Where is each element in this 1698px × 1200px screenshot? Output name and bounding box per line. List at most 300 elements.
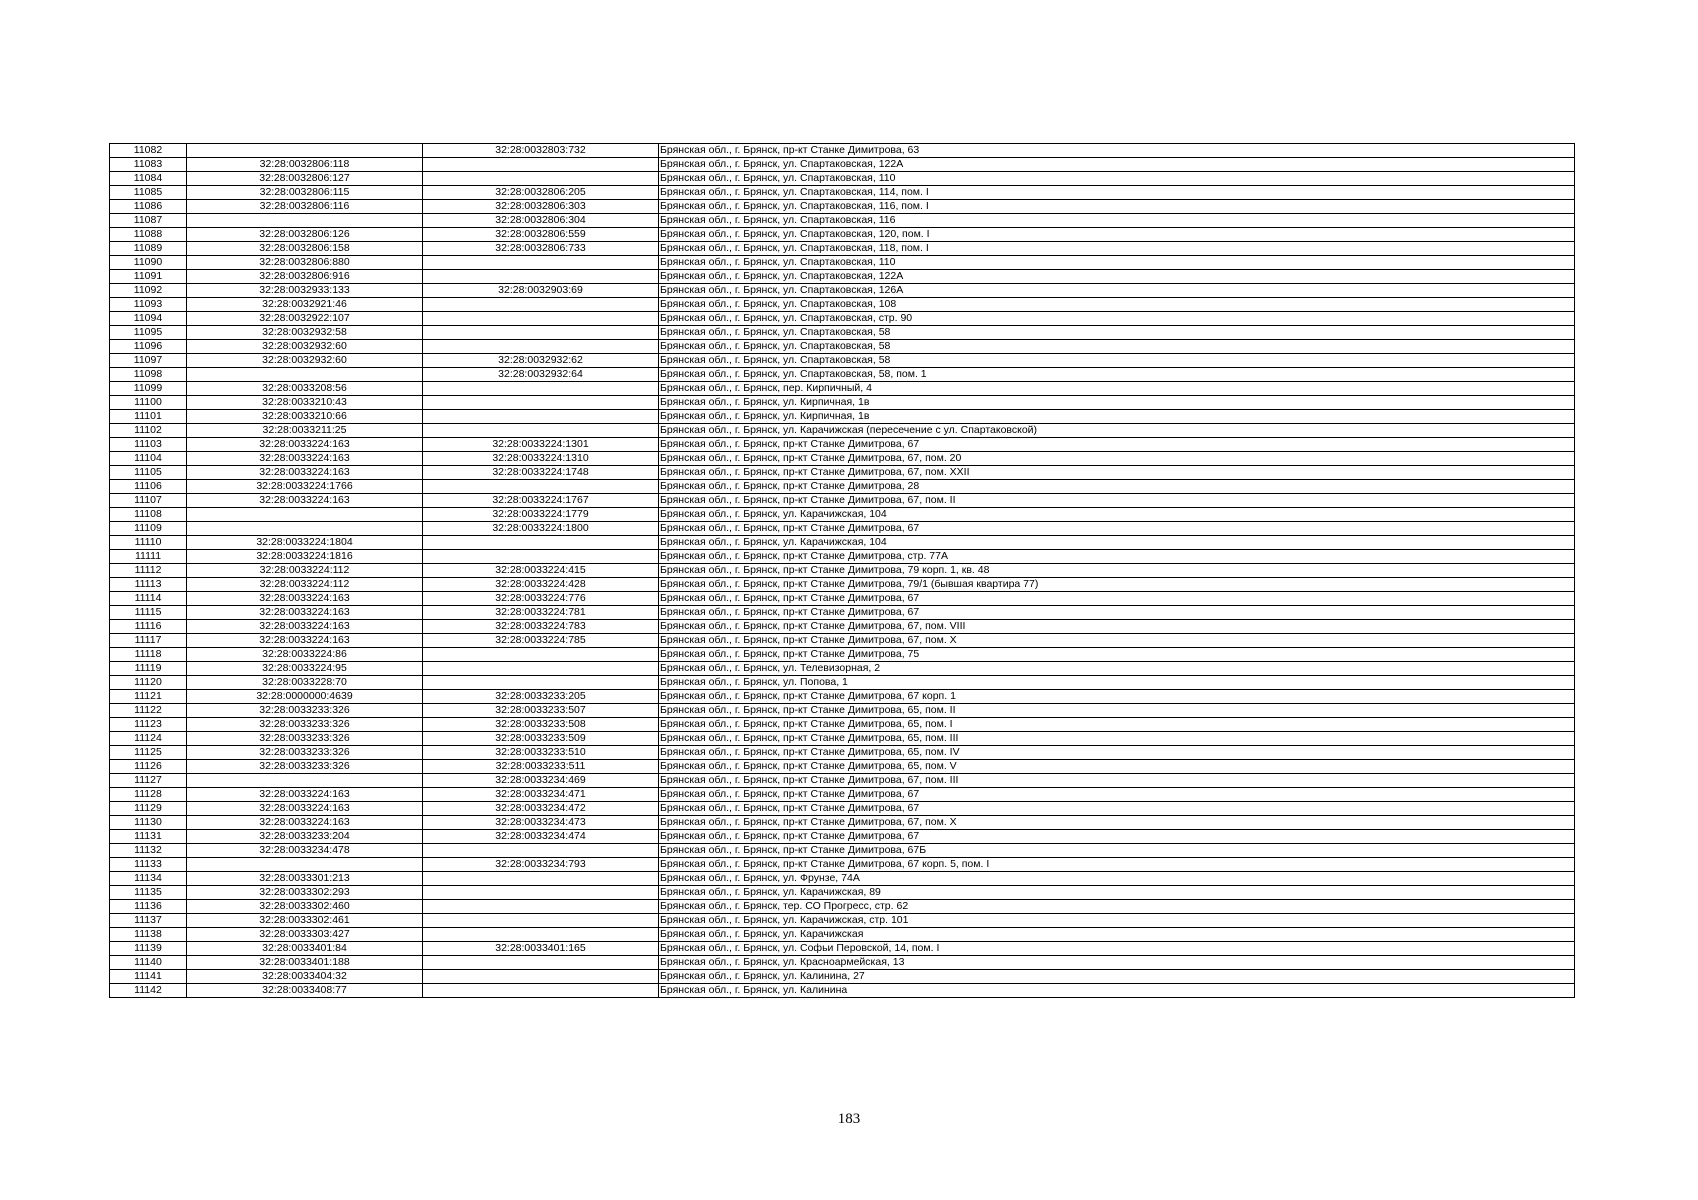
- address-cell: Брянская обл., г. Брянск, пр-кт Станке Димитрова, 63: [659, 144, 1575, 158]
- land-cadastral-cell: 32:28:0033224:163: [187, 452, 423, 466]
- object-cadastral-cell: [423, 382, 659, 396]
- object-cadastral-cell: [423, 410, 659, 424]
- object-cadastral-cell: [423, 326, 659, 340]
- object-cadastral-cell: [423, 256, 659, 270]
- row-number-cell: 11119: [110, 662, 187, 676]
- address-cell: Брянская обл., г. Брянск, ул. Спартаковская, 120, пом. I: [659, 228, 1575, 242]
- table-row: [110, 942, 1575, 956]
- table-row: [110, 592, 1575, 606]
- land-cadastral-cell: 32:28:0033224:112: [187, 578, 423, 592]
- land-cadastral-cell: 32:28:0033301:213: [187, 872, 423, 886]
- object-cadastral-cell: [423, 340, 659, 354]
- row-number-cell: 11094: [110, 312, 187, 326]
- land-cadastral-cell: 32:28:0033224:163: [187, 592, 423, 606]
- object-cadastral-cell: [423, 984, 659, 998]
- table-row: [110, 732, 1575, 746]
- object-cadastral-cell: 32:28:0033224:1800: [423, 522, 659, 536]
- row-number-cell: 11111: [110, 550, 187, 564]
- table-row: [110, 564, 1575, 578]
- address-cell: Брянская обл., г. Брянск, пр-кт Станке Димитрова, 79/1 (бывшая квартира 77): [659, 578, 1575, 592]
- object-cadastral-cell: [423, 844, 659, 858]
- object-cadastral-cell: 32:28:0032932:64: [423, 368, 659, 382]
- row-number-cell: 11132: [110, 844, 187, 858]
- row-number-cell: 11138: [110, 928, 187, 942]
- address-cell: Брянская обл., г. Брянск, ул. Спартаковская, 58: [659, 340, 1575, 354]
- table-row: [110, 900, 1575, 914]
- table-row: [110, 144, 1575, 158]
- address-cell: Брянская обл., г. Брянск, ул. Калинина: [659, 984, 1575, 998]
- table-row: [110, 578, 1575, 592]
- object-cadastral-cell: 32:28:0033224:781: [423, 606, 659, 620]
- object-cadastral-cell: 32:28:0033224:415: [423, 564, 659, 578]
- table-row: [110, 186, 1575, 200]
- row-number-cell: 11098: [110, 368, 187, 382]
- row-number-cell: 11116: [110, 620, 187, 634]
- row-number-cell: 11091: [110, 270, 187, 284]
- land-cadastral-cell: [187, 214, 423, 228]
- table-row: [110, 508, 1575, 522]
- table-row: [110, 396, 1575, 410]
- row-number-cell: 11114: [110, 592, 187, 606]
- table-row: [110, 970, 1575, 984]
- land-cadastral-cell: [187, 508, 423, 522]
- land-cadastral-cell: 32:28:0000000:4639: [187, 690, 423, 704]
- land-cadastral-cell: 32:28:0032806:116: [187, 200, 423, 214]
- land-cadastral-cell: 32:28:0033224:163: [187, 788, 423, 802]
- row-number-cell: 11092: [110, 284, 187, 298]
- address-cell: Брянская обл., г. Брянск, пр-кт Станке Димитрова, 65, пом. I: [659, 718, 1575, 732]
- address-cell: Брянская обл., г. Брянск, ул. Спартаковская, 58, пом. 1: [659, 368, 1575, 382]
- object-cadastral-cell: 32:28:0033233:507: [423, 704, 659, 718]
- row-number-cell: 11137: [110, 914, 187, 928]
- land-cadastral-cell: 32:28:0033210:66: [187, 410, 423, 424]
- object-cadastral-cell: [423, 872, 659, 886]
- object-cadastral-cell: 32:28:0032806:303: [423, 200, 659, 214]
- address-cell: Брянская обл., г. Брянск, ул. Спартаковская, 114, пом. I: [659, 186, 1575, 200]
- land-cadastral-cell: 32:28:0032806:916: [187, 270, 423, 284]
- row-number-cell: 11134: [110, 872, 187, 886]
- row-number-cell: 11124: [110, 732, 187, 746]
- address-cell: Брянская обл., г. Брянск, ул. Спартаковская, 58: [659, 354, 1575, 368]
- land-cadastral-cell: [187, 144, 423, 158]
- land-cadastral-cell: 32:28:0033224:1804: [187, 536, 423, 550]
- address-cell: Брянская обл., г. Брянск, пр-кт Станке Димитрова, 75: [659, 648, 1575, 662]
- table-row: [110, 158, 1575, 172]
- land-cadastral-cell: 32:28:0033224:163: [187, 438, 423, 452]
- row-number-cell: 11113: [110, 578, 187, 592]
- object-cadastral-cell: [423, 298, 659, 312]
- row-number-cell: 11123: [110, 718, 187, 732]
- land-cadastral-cell: 32:28:0032806:115: [187, 186, 423, 200]
- address-cell: Брянская обл., г. Брянск, пр-кт Станке Димитрова, 67: [659, 592, 1575, 606]
- table-row: [110, 746, 1575, 760]
- address-cell: Брянская обл., г. Брянск, ул. Спартаковская, стр. 90: [659, 312, 1575, 326]
- address-cell: Брянская обл., г. Брянск, пр-кт Станке Димитрова, 65, пом. IV: [659, 746, 1575, 760]
- object-cadastral-cell: 32:28:0033234:474: [423, 830, 659, 844]
- object-cadastral-cell: 32:28:0033224:785: [423, 634, 659, 648]
- object-cadastral-cell: 32:28:0032806:205: [423, 186, 659, 200]
- row-number-cell: 11087: [110, 214, 187, 228]
- table-row: [110, 620, 1575, 634]
- row-number-cell: 11127: [110, 774, 187, 788]
- row-number-cell: 11099: [110, 382, 187, 396]
- table-row: [110, 200, 1575, 214]
- table-row: [110, 326, 1575, 340]
- table-row: [110, 410, 1575, 424]
- address-cell: Брянская обл., г. Брянск, ул. Спартаковская, 116, пом. I: [659, 200, 1575, 214]
- row-number-cell: 11105: [110, 466, 187, 480]
- land-cadastral-cell: [187, 368, 423, 382]
- object-cadastral-cell: [423, 900, 659, 914]
- land-cadastral-cell: 32:28:0033401:188: [187, 956, 423, 970]
- address-cell: Брянская обл., г. Брянск, ул. Калинина, 27: [659, 970, 1575, 984]
- registry-table-body: [110, 144, 1575, 998]
- address-cell: Брянская обл., г. Брянск, ул. Карачижская, 104: [659, 508, 1575, 522]
- table-row: [110, 704, 1575, 718]
- row-number-cell: 11084: [110, 172, 187, 186]
- table-row: [110, 382, 1575, 396]
- object-cadastral-cell: 32:28:0033224:776: [423, 592, 659, 606]
- land-cadastral-cell: [187, 858, 423, 872]
- address-cell: Брянская обл., г. Брянск, пр-кт Станке Димитрова, 67Б: [659, 844, 1575, 858]
- land-cadastral-cell: 32:28:0033302:293: [187, 886, 423, 900]
- row-number-cell: 11083: [110, 158, 187, 172]
- address-cell: Брянская обл., г. Брянск, пр-кт Станке Димитрова, 67, пом. III: [659, 774, 1575, 788]
- row-number-cell: 11130: [110, 816, 187, 830]
- object-cadastral-cell: 32:28:0032806:559: [423, 228, 659, 242]
- land-cadastral-cell: [187, 522, 423, 536]
- address-cell: Брянская обл., г. Брянск, пр-кт Станке Димитрова, 67: [659, 830, 1575, 844]
- registry-table: [109, 143, 1575, 998]
- row-number-cell: 11093: [110, 298, 187, 312]
- address-cell: Брянская обл., г. Брянск, тер. СО Прогресс, стр. 62: [659, 900, 1575, 914]
- table-row: [110, 928, 1575, 942]
- object-cadastral-cell: 32:28:0033233:511: [423, 760, 659, 774]
- row-number-cell: 11118: [110, 648, 187, 662]
- object-cadastral-cell: [423, 970, 659, 984]
- object-cadastral-cell: [423, 928, 659, 942]
- table-row: [110, 256, 1575, 270]
- row-number-cell: 11141: [110, 970, 187, 984]
- table-row: [110, 298, 1575, 312]
- table-row: [110, 844, 1575, 858]
- table-row: [110, 802, 1575, 816]
- row-number-cell: 11109: [110, 522, 187, 536]
- land-cadastral-cell: 32:28:0032921:46: [187, 298, 423, 312]
- object-cadastral-cell: [423, 550, 659, 564]
- address-cell: Брянская обл., г. Брянск, ул. Кирпичная, 1в: [659, 410, 1575, 424]
- object-cadastral-cell: 32:28:0033233:509: [423, 732, 659, 746]
- address-cell: Брянская обл., г. Брянск, ул. Карачижская (пересечение с ул. Спартаковской): [659, 424, 1575, 438]
- object-cadastral-cell: 32:28:0033224:1779: [423, 508, 659, 522]
- object-cadastral-cell: [423, 648, 659, 662]
- land-cadastral-cell: 32:28:0032933:133: [187, 284, 423, 298]
- object-cadastral-cell: 32:28:0033224:428: [423, 578, 659, 592]
- object-cadastral-cell: 32:28:0032932:62: [423, 354, 659, 368]
- row-number-cell: 11117: [110, 634, 187, 648]
- row-number-cell: 11121: [110, 690, 187, 704]
- object-cadastral-cell: 32:28:0033234:793: [423, 858, 659, 872]
- table-row: [110, 816, 1575, 830]
- row-number-cell: 11089: [110, 242, 187, 256]
- land-cadastral-cell: 32:28:0033234:478: [187, 844, 423, 858]
- row-number-cell: 11110: [110, 536, 187, 550]
- row-number-cell: 11115: [110, 606, 187, 620]
- land-cadastral-cell: 32:28:0033233:326: [187, 704, 423, 718]
- object-cadastral-cell: 32:28:0033224:1301: [423, 438, 659, 452]
- address-cell: Брянская обл., г. Брянск, ул. Телевизорная, 2: [659, 662, 1575, 676]
- land-cadastral-cell: 32:28:0033404:32: [187, 970, 423, 984]
- address-cell: Брянская обл., г. Брянск, пр-кт Станке Димитрова, 67: [659, 606, 1575, 620]
- address-cell: Брянская обл., г. Брянск, ул. Спартаковская, 116: [659, 214, 1575, 228]
- table-row: [110, 536, 1575, 550]
- address-cell: Брянская обл., г. Брянск, пер. Кирпичный, 4: [659, 382, 1575, 396]
- table-row: [110, 452, 1575, 466]
- row-number-cell: 11120: [110, 676, 187, 690]
- table-row: [110, 984, 1575, 998]
- row-number-cell: 11095: [110, 326, 187, 340]
- land-cadastral-cell: 32:28:0032806:118: [187, 158, 423, 172]
- address-cell: Брянская обл., г. Брянск, ул. Спартаковская, 118, пом. I: [659, 242, 1575, 256]
- table-row: [110, 676, 1575, 690]
- object-cadastral-cell: 32:28:0033224:1748: [423, 466, 659, 480]
- table-row: [110, 690, 1575, 704]
- table-row: [110, 606, 1575, 620]
- object-cadastral-cell: 32:28:0033224:1310: [423, 452, 659, 466]
- table-row: [110, 480, 1575, 494]
- table-row: [110, 172, 1575, 186]
- row-number-cell: 11140: [110, 956, 187, 970]
- object-cadastral-cell: [423, 480, 659, 494]
- table-row: [110, 522, 1575, 536]
- land-cadastral-cell: 32:28:0033302:461: [187, 914, 423, 928]
- row-number-cell: 11085: [110, 186, 187, 200]
- table-row: [110, 648, 1575, 662]
- row-number-cell: 11103: [110, 438, 187, 452]
- object-cadastral-cell: 32:28:0033233:205: [423, 690, 659, 704]
- row-number-cell: 11125: [110, 746, 187, 760]
- row-number-cell: 11090: [110, 256, 187, 270]
- address-cell: Брянская обл., г. Брянск, пр-кт Станке Димитрова, стр. 77А: [659, 550, 1575, 564]
- object-cadastral-cell: [423, 312, 659, 326]
- address-cell: Брянская обл., г. Брянск, ул. Спартаковская, 122А: [659, 158, 1575, 172]
- land-cadastral-cell: 32:28:0033224:95: [187, 662, 423, 676]
- land-cadastral-cell: 32:28:0033224:163: [187, 620, 423, 634]
- object-cadastral-cell: 32:28:0032903:69: [423, 284, 659, 298]
- table-row: [110, 270, 1575, 284]
- land-cadastral-cell: 32:28:0032806:127: [187, 172, 423, 186]
- land-cadastral-cell: 32:28:0032932:60: [187, 354, 423, 368]
- table-row: [110, 466, 1575, 480]
- table-row: [110, 634, 1575, 648]
- table-row: [110, 550, 1575, 564]
- land-cadastral-cell: 32:28:0033224:163: [187, 606, 423, 620]
- land-cadastral-cell: 32:28:0033224:112: [187, 564, 423, 578]
- land-cadastral-cell: 32:28:0033233:326: [187, 746, 423, 760]
- address-cell: Брянская обл., г. Брянск, ул. Спартаковская, 110: [659, 172, 1575, 186]
- land-cadastral-cell: 32:28:0032932:60: [187, 340, 423, 354]
- table-row: [110, 718, 1575, 732]
- table-row: [110, 662, 1575, 676]
- row-number-cell: 11104: [110, 452, 187, 466]
- address-cell: Брянская обл., г. Брянск, пр-кт Станке Димитрова, 67, пом. X: [659, 816, 1575, 830]
- address-cell: Брянская обл., г. Брянск, ул. Софьи Перовской, 14, пом. I: [659, 942, 1575, 956]
- land-cadastral-cell: 32:28:0033224:163: [187, 634, 423, 648]
- table-row: [110, 886, 1575, 900]
- page-number: 183: [837, 1111, 861, 1127]
- land-cadastral-cell: 32:28:0032932:58: [187, 326, 423, 340]
- row-number-cell: 11126: [110, 760, 187, 774]
- address-cell: Брянская обл., г. Брянск, пр-кт Станке Димитрова, 65, пом. V: [659, 760, 1575, 774]
- land-cadastral-cell: 32:28:0033233:326: [187, 760, 423, 774]
- address-cell: Брянская обл., г. Брянск, пр-кт Станке Димитрова, 67: [659, 802, 1575, 816]
- object-cadastral-cell: [423, 396, 659, 410]
- object-cadastral-cell: [423, 172, 659, 186]
- address-cell: Брянская обл., г. Брянск, пр-кт Станке Димитрова, 67: [659, 438, 1575, 452]
- object-cadastral-cell: [423, 424, 659, 438]
- table-row: [110, 340, 1575, 354]
- table-row: [110, 214, 1575, 228]
- row-number-cell: 11128: [110, 788, 187, 802]
- land-cadastral-cell: 32:28:0033224:163: [187, 802, 423, 816]
- address-cell: Брянская обл., г. Брянск, пр-кт Станке Димитрова, 67, пом. II: [659, 494, 1575, 508]
- table-row: [110, 858, 1575, 872]
- address-cell: Брянская обл., г. Брянск, пр-кт Станке Димитрова, 28: [659, 480, 1575, 494]
- table-row: [110, 228, 1575, 242]
- object-cadastral-cell: 32:28:0032806:304: [423, 214, 659, 228]
- table-row: [110, 312, 1575, 326]
- object-cadastral-cell: 32:28:0033401:165: [423, 942, 659, 956]
- row-number-cell: 11086: [110, 200, 187, 214]
- address-cell: Брянская обл., г. Брянск, ул. Спартаковская, 110: [659, 256, 1575, 270]
- row-number-cell: 11096: [110, 340, 187, 354]
- address-cell: Брянская обл., г. Брянск, ул. Карачижская, стр. 101: [659, 914, 1575, 928]
- land-cadastral-cell: 32:28:0033233:326: [187, 718, 423, 732]
- object-cadastral-cell: 32:28:0033224:1767: [423, 494, 659, 508]
- address-cell: Брянская обл., г. Брянск, пр-кт Станке Димитрова, 67, пом. X: [659, 634, 1575, 648]
- land-cadastral-cell: 32:28:0032806:126: [187, 228, 423, 242]
- table-row: [110, 914, 1575, 928]
- row-number-cell: 11106: [110, 480, 187, 494]
- row-number-cell: 11122: [110, 704, 187, 718]
- row-number-cell: 11136: [110, 900, 187, 914]
- address-cell: Брянская обл., г. Брянск, ул. Спартаковская, 126А: [659, 284, 1575, 298]
- address-cell: Брянская обл., г. Брянск, пр-кт Станке Димитрова, 67 корп. 1: [659, 690, 1575, 704]
- land-cadastral-cell: 32:28:0032922:107: [187, 312, 423, 326]
- land-cadastral-cell: 32:28:0032806:158: [187, 242, 423, 256]
- object-cadastral-cell: [423, 676, 659, 690]
- object-cadastral-cell: 32:28:0033233:508: [423, 718, 659, 732]
- land-cadastral-cell: 32:28:0033210:43: [187, 396, 423, 410]
- table-row: [110, 774, 1575, 788]
- row-number-cell: 11107: [110, 494, 187, 508]
- object-cadastral-cell: 32:28:0033233:510: [423, 746, 659, 760]
- object-cadastral-cell: [423, 536, 659, 550]
- address-cell: Брянская обл., г. Брянск, ул. Карачижская: [659, 928, 1575, 942]
- address-cell: Брянская обл., г. Брянск, ул. Карачижская, 104: [659, 536, 1575, 550]
- object-cadastral-cell: 32:28:0033234:469: [423, 774, 659, 788]
- row-number-cell: 11101: [110, 410, 187, 424]
- address-cell: Брянская обл., г. Брянск, ул. Спартаковская, 58: [659, 326, 1575, 340]
- object-cadastral-cell: 32:28:0033224:783: [423, 620, 659, 634]
- address-cell: Брянская обл., г. Брянск, ул. Попова, 1: [659, 676, 1575, 690]
- land-cadastral-cell: 32:28:0032806:880: [187, 256, 423, 270]
- land-cadastral-cell: 32:28:0033233:204: [187, 830, 423, 844]
- address-cell: Брянская обл., г. Брянск, пр-кт Станке Димитрова, 67: [659, 522, 1575, 536]
- row-number-cell: 11135: [110, 886, 187, 900]
- object-cadastral-cell: 32:28:0033234:473: [423, 816, 659, 830]
- address-cell: Брянская обл., г. Брянск, ул. Спартаковская, 122А: [659, 270, 1575, 284]
- address-cell: Брянская обл., г. Брянск, ул. Кирпичная, 1в: [659, 396, 1575, 410]
- row-number-cell: 11097: [110, 354, 187, 368]
- address-cell: Брянская обл., г. Брянск, пр-кт Станке Димитрова, 67, пом. 20: [659, 452, 1575, 466]
- row-number-cell: 11082: [110, 144, 187, 158]
- address-cell: Брянская обл., г. Брянск, пр-кт Станке Димитрова, 65, пом. II: [659, 704, 1575, 718]
- table-row: [110, 424, 1575, 438]
- table-row: [110, 368, 1575, 382]
- table-row: [110, 830, 1575, 844]
- object-cadastral-cell: [423, 956, 659, 970]
- row-number-cell: 11133: [110, 858, 187, 872]
- land-cadastral-cell: 32:28:0033208:56: [187, 382, 423, 396]
- table-row: [110, 354, 1575, 368]
- table-row: [110, 788, 1575, 802]
- row-number-cell: 11131: [110, 830, 187, 844]
- land-cadastral-cell: 32:28:0033401:84: [187, 942, 423, 956]
- land-cadastral-cell: 32:28:0033224:163: [187, 494, 423, 508]
- address-cell: Брянская обл., г. Брянск, ул. Фрунзе, 74А: [659, 872, 1575, 886]
- object-cadastral-cell: [423, 886, 659, 900]
- object-cadastral-cell: [423, 662, 659, 676]
- table-row: [110, 760, 1575, 774]
- address-cell: Брянская обл., г. Брянск, ул. Красноармейская, 13: [659, 956, 1575, 970]
- land-cadastral-cell: 32:28:0033303:427: [187, 928, 423, 942]
- address-cell: Брянская обл., г. Брянск, пр-кт Станке Димитрова, 65, пом. III: [659, 732, 1575, 746]
- land-cadastral-cell: 32:28:0033224:163: [187, 816, 423, 830]
- object-cadastral-cell: 32:28:0032806:733: [423, 242, 659, 256]
- address-cell: Брянская обл., г. Брянск, пр-кт Станке Димитрова, 79 корп. 1, кв. 48: [659, 564, 1575, 578]
- address-cell: Брянская обл., г. Брянск, пр-кт Станке Димитрова, 67, пом. XXII: [659, 466, 1575, 480]
- address-cell: Брянская обл., г. Брянск, ул. Спартаковская, 108: [659, 298, 1575, 312]
- object-cadastral-cell: [423, 158, 659, 172]
- address-cell: Брянская обл., г. Брянск, ул. Карачижская, 89: [659, 886, 1575, 900]
- land-cadastral-cell: 32:28:0033224:1816: [187, 550, 423, 564]
- row-number-cell: 11129: [110, 802, 187, 816]
- table-row: [110, 494, 1575, 508]
- row-number-cell: 11108: [110, 508, 187, 522]
- land-cadastral-cell: 32:28:0033228:70: [187, 676, 423, 690]
- row-number-cell: 11139: [110, 942, 187, 956]
- row-number-cell: 11102: [110, 424, 187, 438]
- address-cell: Брянская обл., г. Брянск, пр-кт Станке Димитрова, 67, пом. VIII: [659, 620, 1575, 634]
- object-cadastral-cell: [423, 270, 659, 284]
- table-row: [110, 242, 1575, 256]
- land-cadastral-cell: 32:28:0033302:460: [187, 900, 423, 914]
- land-cadastral-cell: 32:28:0033211:25: [187, 424, 423, 438]
- land-cadastral-cell: 32:28:0033233:326: [187, 732, 423, 746]
- address-cell: Брянская обл., г. Брянск, пр-кт Станке Димитрова, 67 корп. 5, пом. I: [659, 858, 1575, 872]
- row-number-cell: 11112: [110, 564, 187, 578]
- row-number-cell: 11100: [110, 396, 187, 410]
- land-cadastral-cell: 32:28:0033408:77: [187, 984, 423, 998]
- land-cadastral-cell: 32:28:0033224:163: [187, 466, 423, 480]
- object-cadastral-cell: [423, 914, 659, 928]
- land-cadastral-cell: 32:28:0033224:1766: [187, 480, 423, 494]
- address-cell: Брянская обл., г. Брянск, пр-кт Станке Димитрова, 67: [659, 788, 1575, 802]
- table-row: [110, 956, 1575, 970]
- row-number-cell: 11142: [110, 984, 187, 998]
- object-cadastral-cell: 32:28:0033234:471: [423, 788, 659, 802]
